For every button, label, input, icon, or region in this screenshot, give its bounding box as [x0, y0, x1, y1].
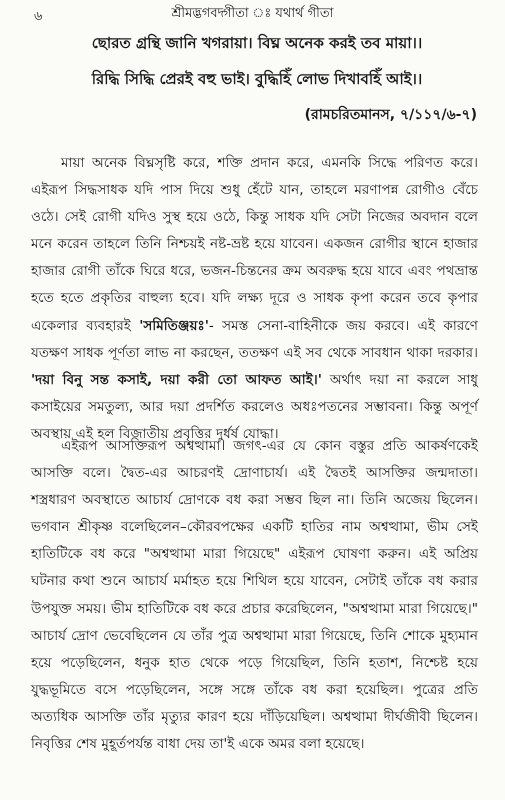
body-paragraph-2: এইরূপ আসক্তিরূপ অশ্বত্থামা। জগৎ-এর যে কোন বস্তুর প্রতি আকর্ষণকেই আসক্তি বলে। দ্বৈত-এর আচরণই দ্রোণাচার্য। এই দ্বৈতই আসক্তির জন্মদাতা। শস্ত্রধারণ অবস্থাতে আচার্য দ্রোণকে বধ করা সম্ভব ছিল না। তিনি অজেয় ছিলেন। ভগবান শ্রীকৃষ্ণ বলেছিলেন–কৌরবপক্ষের একটি হাতির নাম অশ্বত্থামা, ভীম সেই হাতিটিকে বধ করে "অশ্বত্থামা মারা গিয়েছে" এইরূপ ঘোষণা করুন। এই অপ্রিয় ঘটনার কথা শুনে আচার্য মর্মাহত হয়ে শিথিল হয়ে যাবেন, সেটাই তাঁকে বধ করার উপযুক্ত সময়। ভীম হাতিটিকে বধ করে প্রচার করেছিলেন, "অশ্বত্থামা মারা গিয়েছে।" আচার্য দ্রোণ ভেবেছিলেন যে তাঁর পুত্র অশ্বত্থামা মারা গিয়েছে, তিনি শোকে মুহ্যমান হয়ে পড়েছিলেন, ধনুক হাত থেকে পড়ে গিয়েছিল, তিনি হতাশ, নিশ্চেষ্ট হয়ে যুদ্ধভূমিতে বসে পড়েছিলেন, সঙ্গে সঙ্গে তাঁকে বধ করা হয়েছিল। পুত্রের প্রতি অত্যধিক আসক্তি তাঁর মৃত্যুর কারণ হয়ে দাঁড়িয়েছিল। অশ্বত্থামা দীর্ঘজীবী ছিলেন। নিবৃত্তির শেষ মুহূর্তপর্যন্ত বাধা দেয় তা'ই একে অমর বলা হয়েছে।	[31, 438, 478, 753]
page-header	[0, 2, 505, 24]
body-paragraph-1	[31, 150, 478, 448]
emphasized-quote: 'দয়া বিনু সন্ত কসাই, দয়া করী তো আফত আই।'	[31, 371, 322, 388]
paragraph-1-text-b: - সমস্ত সেনা-বাহিনীকে জয় করবে। এই কারণে যতক্ষণ সাধক পূর্ণতা লাভ না করছেন, ততক্ষণ এই সব থেকে সাবধান থাকা দরকার।	[31, 317, 478, 361]
verse-line-1: ছোরত গ্রন্থি জানি খগরায়া। বিঘ্ন অনেক করই তব মায়া।।	[91, 34, 423, 52]
emphasized-term: 'সমিতিঞ্জয়ঃ'	[139, 317, 209, 334]
paragraph-1-text-c: অর্থাৎ দয়া না করলে সাধু কসাইয়ের সমতুল্য, আর দয়া প্রদর্শিত করলেও অধঃপতনের সম্ভাবনা। কিন্তু অপূর্ণ অবস্থায় এই হল বিজাতীয় প্রবৃত্তির দুর্ধর্ষ যোদ্ধা।	[31, 371, 479, 442]
page-number: ৬	[34, 9, 43, 24]
paragraph-1-text-a: মায়া অনেক বিঘ্নসৃষ্টি করে, শক্তি প্রদান করে, এমনকি সিদ্ধে পরিণত করে। এইরূপ সিদ্ধসাধক যদি পাস দিয়ে শুধু হেঁটে যান, তাহলে মরণাপন্ন রোগীও বেঁচে ওঠে। সেই রোগী যদিও সুস্থ হয়ে ওঠে, কিন্তু সাধক যদি সেটা নিজের অবদান বলে মনে করেন তাহলে তিনি নিশ্চয়ই নষ্ট-ভ্রষ্ট হয়ে যাবেন। একজন রোগীর স্থানে হাজার হাজার রোগী তাঁকে ঘিরে ধরে, ভজন-চিন্তনের ক্রম অবরুদ্ধ হয়ে যাবে এবং পথভ্রান্ত হতে হতে প্রকৃতির বাহুল্য হবে। যদি লক্ষ্য দূরে ও সাধক কৃপা করেন তবে কৃপার একেলার ব্যবহারই	[31, 155, 478, 334]
verse-line-2: রিদ্ধি সিদ্ধি প্রেরই বহু ভাই। বুদ্ধিহিঁ লোভ দিখাবহিঁ আই।।	[91, 70, 423, 88]
verse-citation: (রামচরিতমানস, ৭/১১৭/৬-৭)	[304, 107, 477, 123]
running-title: শ্রীমদ্ভগবদ্গীতা ঃ যথার্থ গীতা	[171, 6, 334, 21]
